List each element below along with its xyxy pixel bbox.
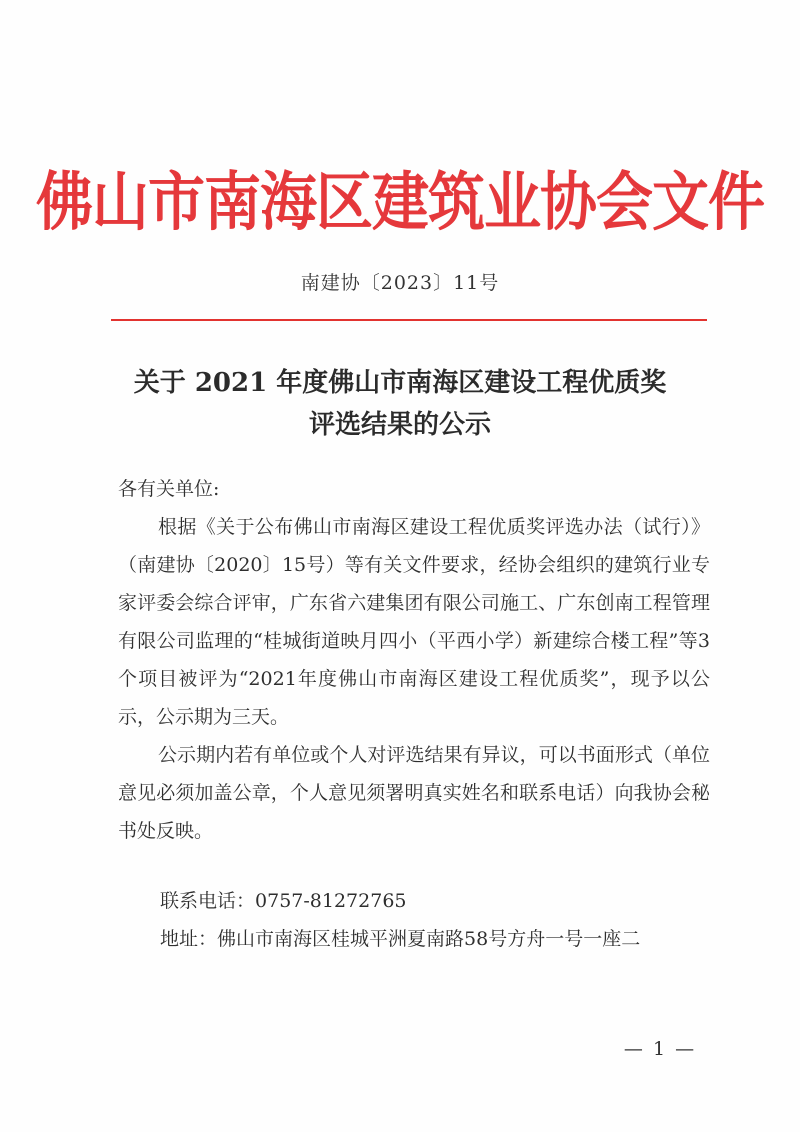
contact-address-value: 佛山市南海区桂城平洲夏南路58号方舟一号一座二 [217,928,641,950]
salutation: 各有关单位: [118,478,220,500]
red-divider [111,319,707,321]
page-number: — 1 — [623,1038,697,1060]
notice-title-line-1: 关于 2021 年度佛山市南海区建设工程优质奖 [133,368,667,398]
masthead-title: 佛山市南海区建筑业协会文件 [36,165,764,240]
notice-title-line-2: 评选结果的公示 [308,410,491,440]
body-paragraph-1: 根据《关于公布佛山市南海区建设工程优质奖评选办法（试行）》（南建协〔2020〕15号）等有关文件要求，经协会组织的建筑行业专家评委会综合评审，广东省六建集团有限公司施工、广东创南工程管理有限公司监理的“桂城街道映月四小（平西小学）新建综合楼工程”等3个项目被评为“2021年度佛山市南海区建设工程优质奖”，现予以公示，公示期为三天。 [118,516,710,728]
contact-address [160,920,720,958]
contact-phone [160,882,720,920]
document-number: 南建协〔2023〕11号 [300,272,500,294]
notice-title [0,362,800,446]
contact-address-label: 地址： [160,928,218,950]
contact-phone-label: 联系电话： [160,890,256,912]
contact-phone-value: 0757-81272765 [255,890,407,912]
body-paragraph-2: 公示期内若有单位或个人对评选结果有异议，可以书面形式（单位意见必须加盖公章，个人意见须署明真实姓名和联系电话）向我协会秘书处反映。 [118,744,710,842]
